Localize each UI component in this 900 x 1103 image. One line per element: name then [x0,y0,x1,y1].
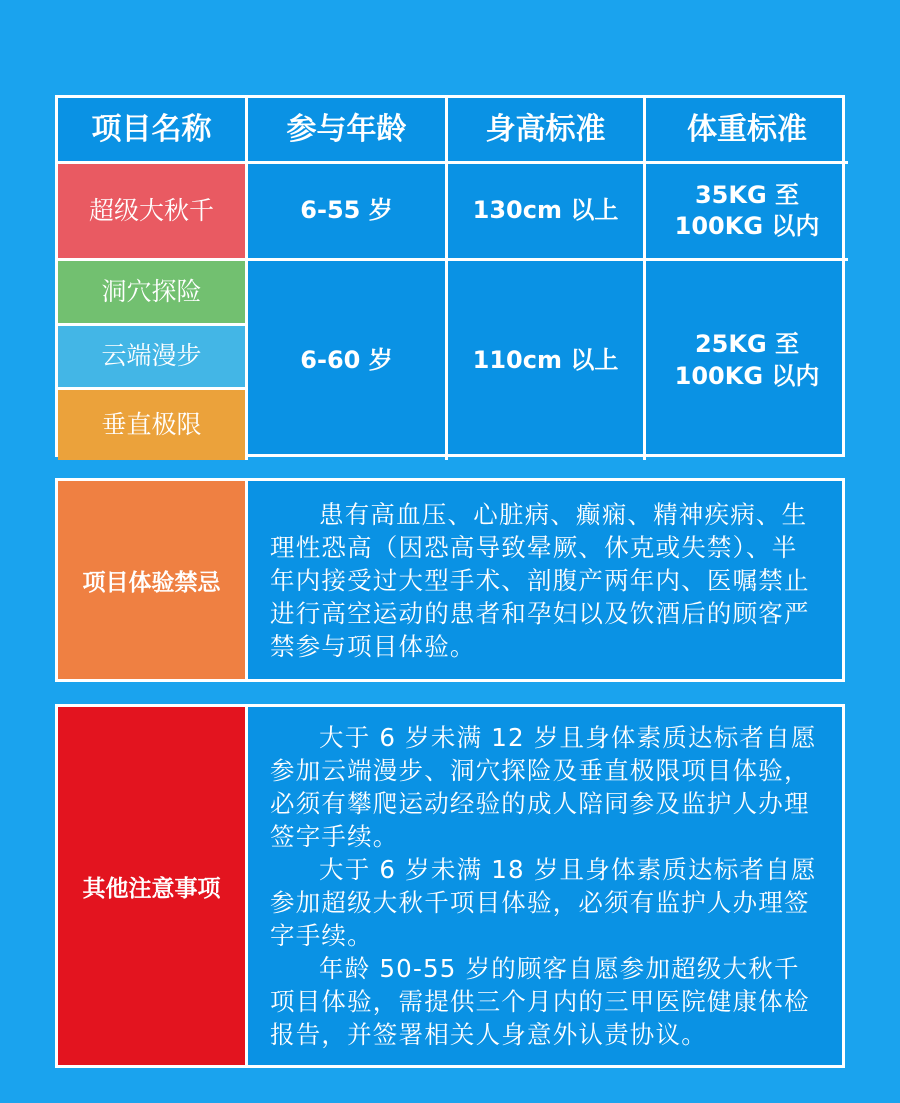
height-cell: 130cm 以上 [448,164,646,261]
header-project-name: 项目名称 [58,98,248,164]
taboo-label: 项目体验禁忌 [58,481,248,679]
weight-line: 100KG 以内 [674,212,820,240]
project-requirements-table [55,95,845,457]
height-cell: 110cm 以上 [448,261,646,460]
weight-line: 35KG 至 [694,180,800,209]
header-height: 身高标准 [448,98,646,164]
project-cloud-walk: 云端漫步 [58,326,248,390]
project-super-swing: 超级大秋千 [58,164,248,261]
project-cave-adventure: 洞穴探险 [58,261,248,326]
notes-paragraph: 大于 6 岁未满 18 岁且身体素质达标者自愿参加超级大秋千项目体验，必须有监护人办理签字手续。 [270,855,817,950]
notes-content [248,707,842,1065]
notes-paragraph: 大于 6 岁未满 12 岁且身体素质达标者自愿参加云端漫步、洞穴探险及垂直极限项目体验，必须有攀爬运动经验的成人陪同参及监护人办理签字手续。 [270,723,817,851]
weight-cell [646,164,848,261]
weight-cell [646,261,848,460]
taboo-paragraph: 患有高血压、心脏病、癫痫、精神疾病、生理性恐高（因恐高导致晕厥、休克或失禁）、半年内接受过大型手术、剖腹产两年内、医嘱禁止进行高空运动的患者和孕妇以及饮酒后的顾客严禁参与项目体验。 [270,499,810,661]
taboo-section [55,478,845,682]
header-weight: 体重标准 [646,98,848,164]
taboo-content [248,481,842,679]
notes-label: 其他注意事项 [58,707,248,1065]
age-cell: 6-60 岁 [248,261,448,460]
notes-paragraph: 年龄 50-55 岁的顾客自愿参加超级大秋千项目体验，需提供三个月内的三甲医院健康体检报告，并签署相关人身意外认责协议。 [270,954,810,1049]
project-vertical-limit: 垂直极限 [58,390,248,460]
weight-line: 100KG 以内 [674,361,820,390]
age-cell: 6-55 岁 [248,164,448,261]
header-age: 参与年龄 [248,98,448,164]
notes-section [55,704,845,1068]
weight-line: 25KG 至 [694,330,800,359]
